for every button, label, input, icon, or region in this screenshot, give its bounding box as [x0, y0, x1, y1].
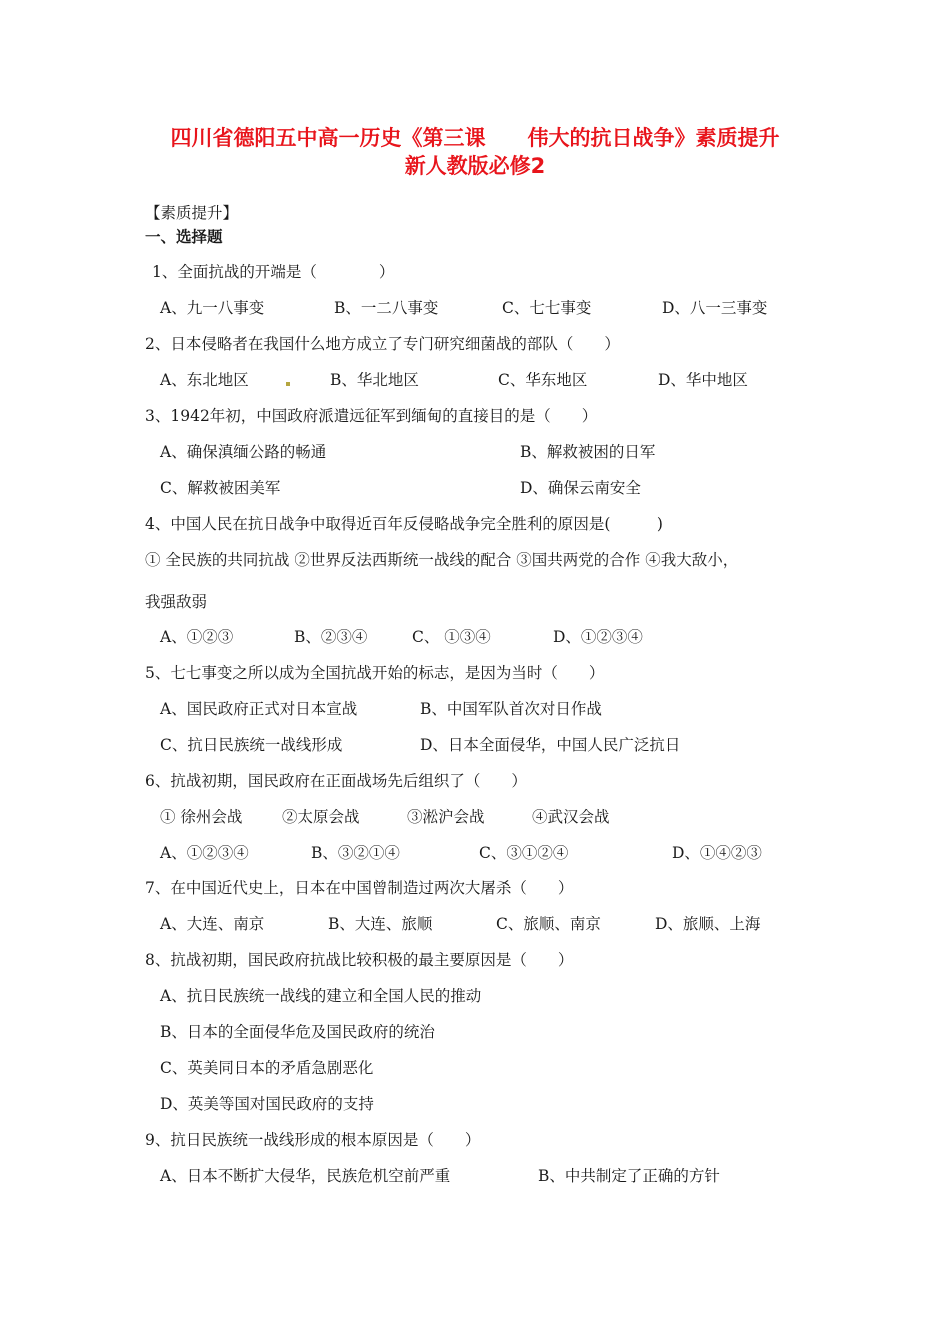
question-6-option-b: B、③②①④	[311, 844, 400, 862]
question-9-option-b: B、中共制定了正确的方针	[538, 1167, 720, 1185]
stray-mark	[286, 382, 290, 386]
section-heading: 一、选择题	[145, 228, 223, 246]
question-9-stem: 9、抗日民族统一战线形成的根本原因是（ ）	[145, 1131, 481, 1149]
question-8-stem: 8、抗战初期，国民政府抗战比较积极的最主要原因是（ ）	[145, 951, 574, 969]
question-5-option-c: C、抗日民族统一战线形成	[160, 736, 343, 754]
question-7-option-c: C、旅顺、南京	[496, 915, 601, 933]
question-4-items-continued: 我强敌弱	[145, 593, 208, 611]
document-title-line1: 四川省德阳五中高一历史《第三课 伟大的抗日战争》素质提升	[170, 126, 780, 150]
question-3-option-d: D、确保云南安全	[520, 479, 641, 497]
question-2-option-a: A、东北地区	[160, 371, 249, 389]
question-1-option-a: A、九一八事变	[160, 299, 265, 317]
question-3-stem: 3、1942年初，中国政府派遣远征军到缅甸的直接目的是（ ）	[145, 407, 598, 425]
document-title-line2: 新人教版必修2	[404, 154, 546, 178]
question-4-items: ① 全民族的共同抗战 ②世界反法西斯统一战线的配合 ③国共两党的合作 ④我大敌小，	[145, 551, 739, 569]
question-5-option-a: A、国民政府正式对日本宣战	[160, 700, 358, 718]
question-4-option-c: C、 ①③④	[412, 628, 491, 646]
question-3-option-b: B、解救被困的日军	[520, 443, 656, 461]
question-1-option-c: C、七七事变	[502, 299, 592, 317]
question-1-option-d: D、八一三事变	[662, 299, 768, 317]
question-7-stem: 7、在中国近代史上，日本在中国曾制造过两次大屠杀（ ）	[145, 879, 574, 897]
question-6-option-c: C、③①②④	[479, 844, 569, 862]
question-8-option-b: B、日本的全面侵华危及国民政府的统治	[160, 1023, 435, 1041]
question-1-stem: 1、全面抗战的开端是（ ）	[152, 263, 395, 281]
question-8-option-d: D、英美等国对国民政府的支持	[160, 1095, 374, 1113]
question-2-option-d: D、华中地区	[658, 371, 748, 389]
question-6-item-4: ④武汉会战	[532, 808, 610, 826]
question-4-option-b: B、②③④	[294, 628, 368, 646]
question-6-option-d: D、①④②③	[672, 844, 762, 862]
question-4-option-d: D、①②③④	[553, 628, 643, 646]
question-4-stem: 4、中国人民在抗日战争中取得近百年反侵略战争完全胜利的原因是( )	[145, 515, 663, 533]
question-6-item-2: ②太原会战	[282, 808, 360, 826]
question-5-stem: 5、七七事变之所以成为全国抗战开始的标志，是因为当时（ ）	[145, 664, 605, 682]
question-6-stem: 6、抗战初期，国民政府在正面战场先后组织了（ ）	[145, 772, 527, 790]
question-3-option-a: A、确保滇缅公路的畅通	[160, 443, 327, 461]
question-7-option-d: D、旅顺、上海	[655, 915, 761, 933]
question-7-option-b: B、大连、旅顺	[328, 915, 433, 933]
question-2-option-c: C、华东地区	[498, 371, 588, 389]
question-7-option-a: A、大连、南京	[160, 915, 265, 933]
question-4-option-a: A、①②③	[160, 628, 234, 646]
question-2-option-b: B、华北地区	[330, 371, 419, 389]
question-8-option-c: C、英美同日本的矛盾急剧恶化	[160, 1059, 374, 1077]
question-1-option-b: B、一二八事变	[334, 299, 439, 317]
question-2-stem: 2、日本侵略者在我国什么地方成立了专门研究细菌战的部队（ ）	[145, 335, 620, 353]
section-tag: 【素质提升】	[145, 204, 239, 222]
question-6-option-a: A、①②③④	[160, 844, 249, 862]
question-5-option-d: D、日本全面侵华，中国人民广泛抗日	[420, 736, 681, 754]
question-5-option-b: B、中国军队首次对日作战	[420, 700, 602, 718]
question-3-option-c: C、解救被困美军	[160, 479, 281, 497]
question-6-item-3: ③淞沪会战	[407, 808, 485, 826]
question-6-item-1: ① 徐州会战	[160, 808, 243, 826]
question-9-option-a: A、日本不断扩大侵华，民族危机空前严重	[160, 1167, 451, 1185]
question-8-option-a: A、抗日民族统一战线的建立和全国人民的推动	[160, 987, 482, 1005]
